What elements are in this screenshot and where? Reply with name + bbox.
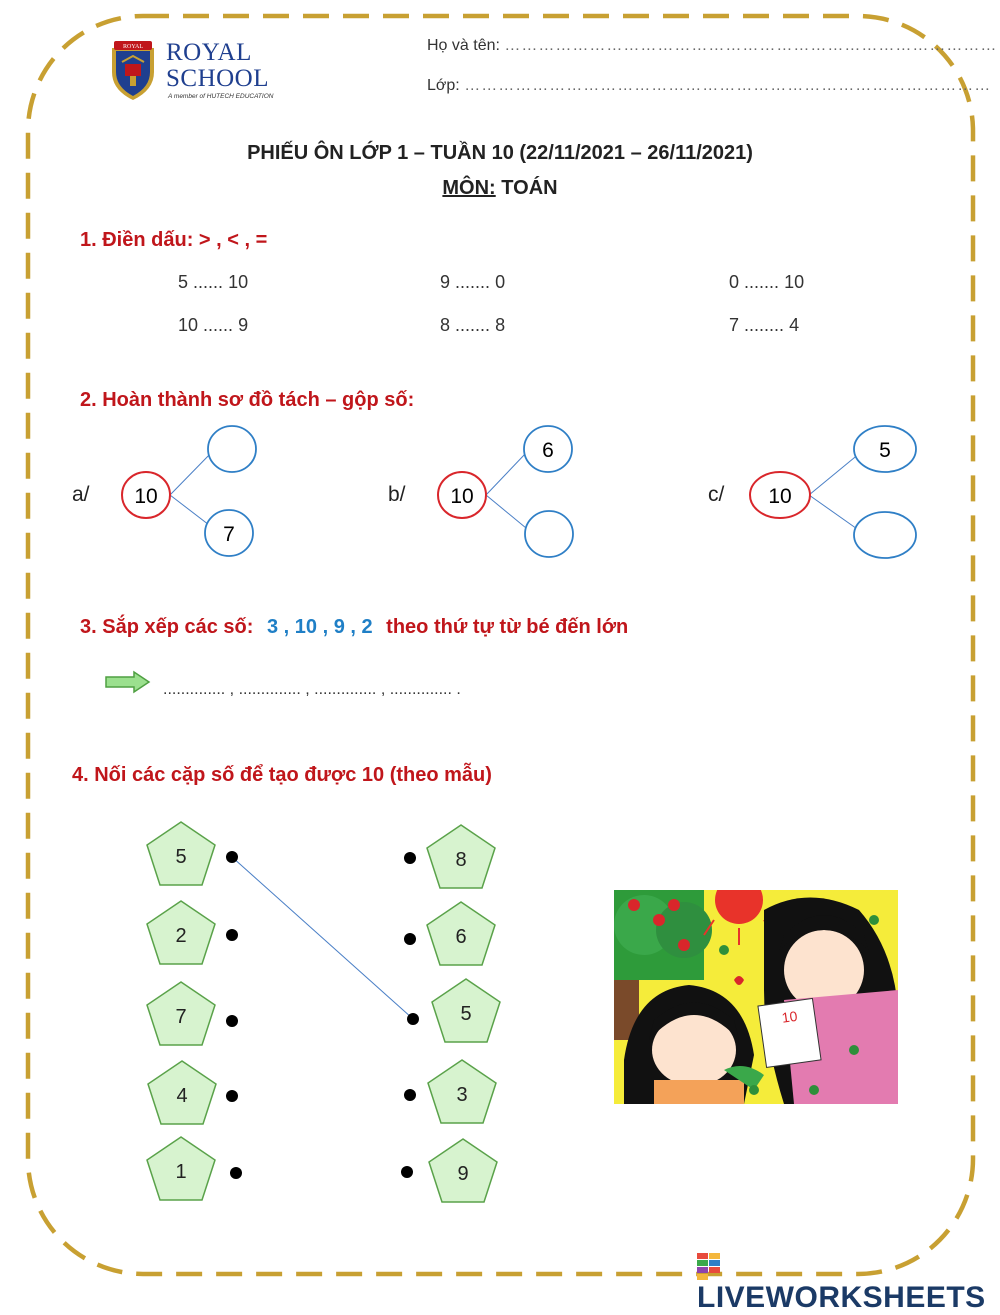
logo-name-line2: SCHOOL: [166, 65, 270, 92]
subject-line: [0, 177, 1000, 200]
name-input-line[interactable]: ……………………………………………………………………………: [504, 37, 998, 54]
split-diagram-c: [745, 423, 935, 563]
right-number: 3: [456, 1084, 468, 1106]
class-input-line[interactable]: …………………………………………………………………………………: [464, 77, 992, 94]
exercise2-heading: 2. Hoàn thành sơ đồ tách – gộp số:: [80, 389, 415, 411]
name-label: Họ và tên:: [427, 37, 500, 54]
compare-item: [178, 315, 248, 336]
compare-right: 0: [495, 272, 506, 292]
compare-right: 8: [495, 315, 506, 335]
split-diagram-b: [430, 423, 590, 563]
compare-right: 10: [228, 272, 249, 292]
example-match-line: [232, 857, 412, 1018]
compare-left: 9: [440, 272, 451, 292]
left-dot[interactable]: [226, 929, 238, 941]
whole-value: 10: [768, 485, 792, 508]
right-number: 5: [460, 1003, 472, 1025]
left-number: 2: [175, 925, 187, 947]
liveworksheets-logo-icon: [697, 1253, 721, 1281]
name-field-row: [427, 37, 997, 55]
class-label: Lớp:: [427, 77, 460, 94]
left-number-pentagon[interactable]: [148, 1061, 216, 1124]
top-part-value: 6: [542, 439, 554, 462]
school-logo: [108, 38, 278, 104]
compare-left: 8: [440, 315, 451, 335]
subject-value: TOÁN: [501, 177, 558, 199]
exercise1-heading: 1. Điền dấu: > , < , =: [80, 229, 268, 251]
compare-right: 4: [789, 315, 800, 335]
diagram-b-label: b/: [388, 483, 406, 506]
bottom-part-circle[interactable]: [854, 512, 916, 558]
compare-blank[interactable]: .......: [455, 272, 491, 292]
left-number: 7: [175, 1006, 187, 1028]
compare-item: [729, 272, 804, 293]
logo-tagline: A member of HUTECH EDUCATION: [168, 93, 274, 100]
right-dot[interactable]: [404, 933, 416, 945]
top-part-value: 5: [879, 439, 891, 462]
diagram-c-label: c/: [708, 483, 725, 506]
compare-blank[interactable]: ......: [193, 272, 224, 292]
diagram-a-label: a/: [72, 483, 90, 506]
right-dot[interactable]: [404, 852, 416, 864]
exercise3-heading-suffix: theo thứ tự từ bé đến lớn: [386, 616, 629, 638]
left-number: 5: [175, 846, 187, 868]
right-number-pentagon[interactable]: [429, 1139, 497, 1202]
exercise3-heading-prefix: 3. Sắp xếp các số:: [80, 616, 254, 638]
compare-item: [178, 272, 248, 293]
compare-right: 9: [238, 315, 249, 335]
left-number-pentagon[interactable]: [147, 822, 215, 885]
class-field-row: [427, 77, 991, 95]
right-number-pentagon[interactable]: [427, 902, 495, 965]
exercise3-heading: [80, 616, 628, 639]
left-number-pentagon[interactable]: [147, 1137, 215, 1200]
right-dot[interactable]: [404, 1089, 416, 1101]
split-diagram-a: [115, 423, 275, 563]
whole-value: 10: [450, 485, 474, 508]
left-number: 1: [175, 1161, 187, 1183]
compare-left: 0: [729, 272, 740, 292]
right-dot[interactable]: [407, 1013, 419, 1025]
right-number: 9: [457, 1163, 469, 1185]
left-dot[interactable]: [226, 1090, 238, 1102]
right-arrow-icon: [104, 670, 152, 694]
liveworksheets-text: LIVEWORKSHEETS: [697, 1281, 986, 1314]
exercise4-heading: 4. Nối các cặp số để tạo được 10 (theo mẫu): [72, 764, 492, 786]
left-number: 4: [176, 1085, 188, 1107]
left-number-pentagon[interactable]: [147, 982, 215, 1045]
compare-blank[interactable]: .......: [744, 272, 780, 292]
compare-item: [440, 315, 505, 336]
compare-right: 10: [784, 272, 805, 292]
right-number-pentagon[interactable]: [432, 979, 500, 1042]
right-number: 6: [455, 926, 467, 948]
compare-blank[interactable]: ........: [744, 315, 785, 335]
top-part-circle[interactable]: [208, 426, 256, 472]
bottom-part-value: 7: [223, 523, 235, 546]
compare-blank[interactable]: .......: [455, 315, 491, 335]
mother-daughter-illustration: [614, 890, 898, 1104]
left-dot[interactable]: [226, 1015, 238, 1027]
left-dot[interactable]: [230, 1167, 242, 1179]
exercise3-numbers: 3 , 10 , 9 , 2: [266, 616, 373, 638]
logo-badge-text: ROYAL: [122, 44, 144, 50]
liveworksheets-brand: [697, 1253, 1000, 1315]
whole-value: 10: [134, 485, 158, 508]
matching-area: [140, 815, 560, 1215]
worksheet-title: PHIẾU ÔN LỚP 1 – TUẦN 10 (22/11/2021 – 26/11/2021): [247, 142, 753, 164]
bottom-part-circle[interactable]: [525, 511, 573, 557]
compare-item: [729, 315, 799, 336]
right-number-pentagon[interactable]: [428, 1060, 496, 1123]
compare-item: [440, 272, 505, 293]
right-dot[interactable]: [401, 1166, 413, 1178]
paper-score: 10: [780, 1007, 799, 1026]
compare-left: 10: [178, 315, 199, 335]
compare-left: 5: [178, 272, 189, 292]
left-number-pentagon[interactable]: [147, 901, 215, 964]
subject-label: MÔN:: [442, 177, 496, 199]
sort-answer-line[interactable]: .............. , .............. , .............. , .............. .: [163, 681, 461, 698]
compare-left: 7: [729, 315, 740, 335]
compare-blank[interactable]: ......: [203, 315, 234, 335]
shield-logo-icon: [108, 38, 158, 102]
right-number: 8: [455, 849, 467, 871]
left-dot[interactable]: [226, 851, 238, 863]
logo-name-line1: ROYAL: [166, 39, 252, 66]
right-number-pentagon[interactable]: [427, 825, 495, 888]
